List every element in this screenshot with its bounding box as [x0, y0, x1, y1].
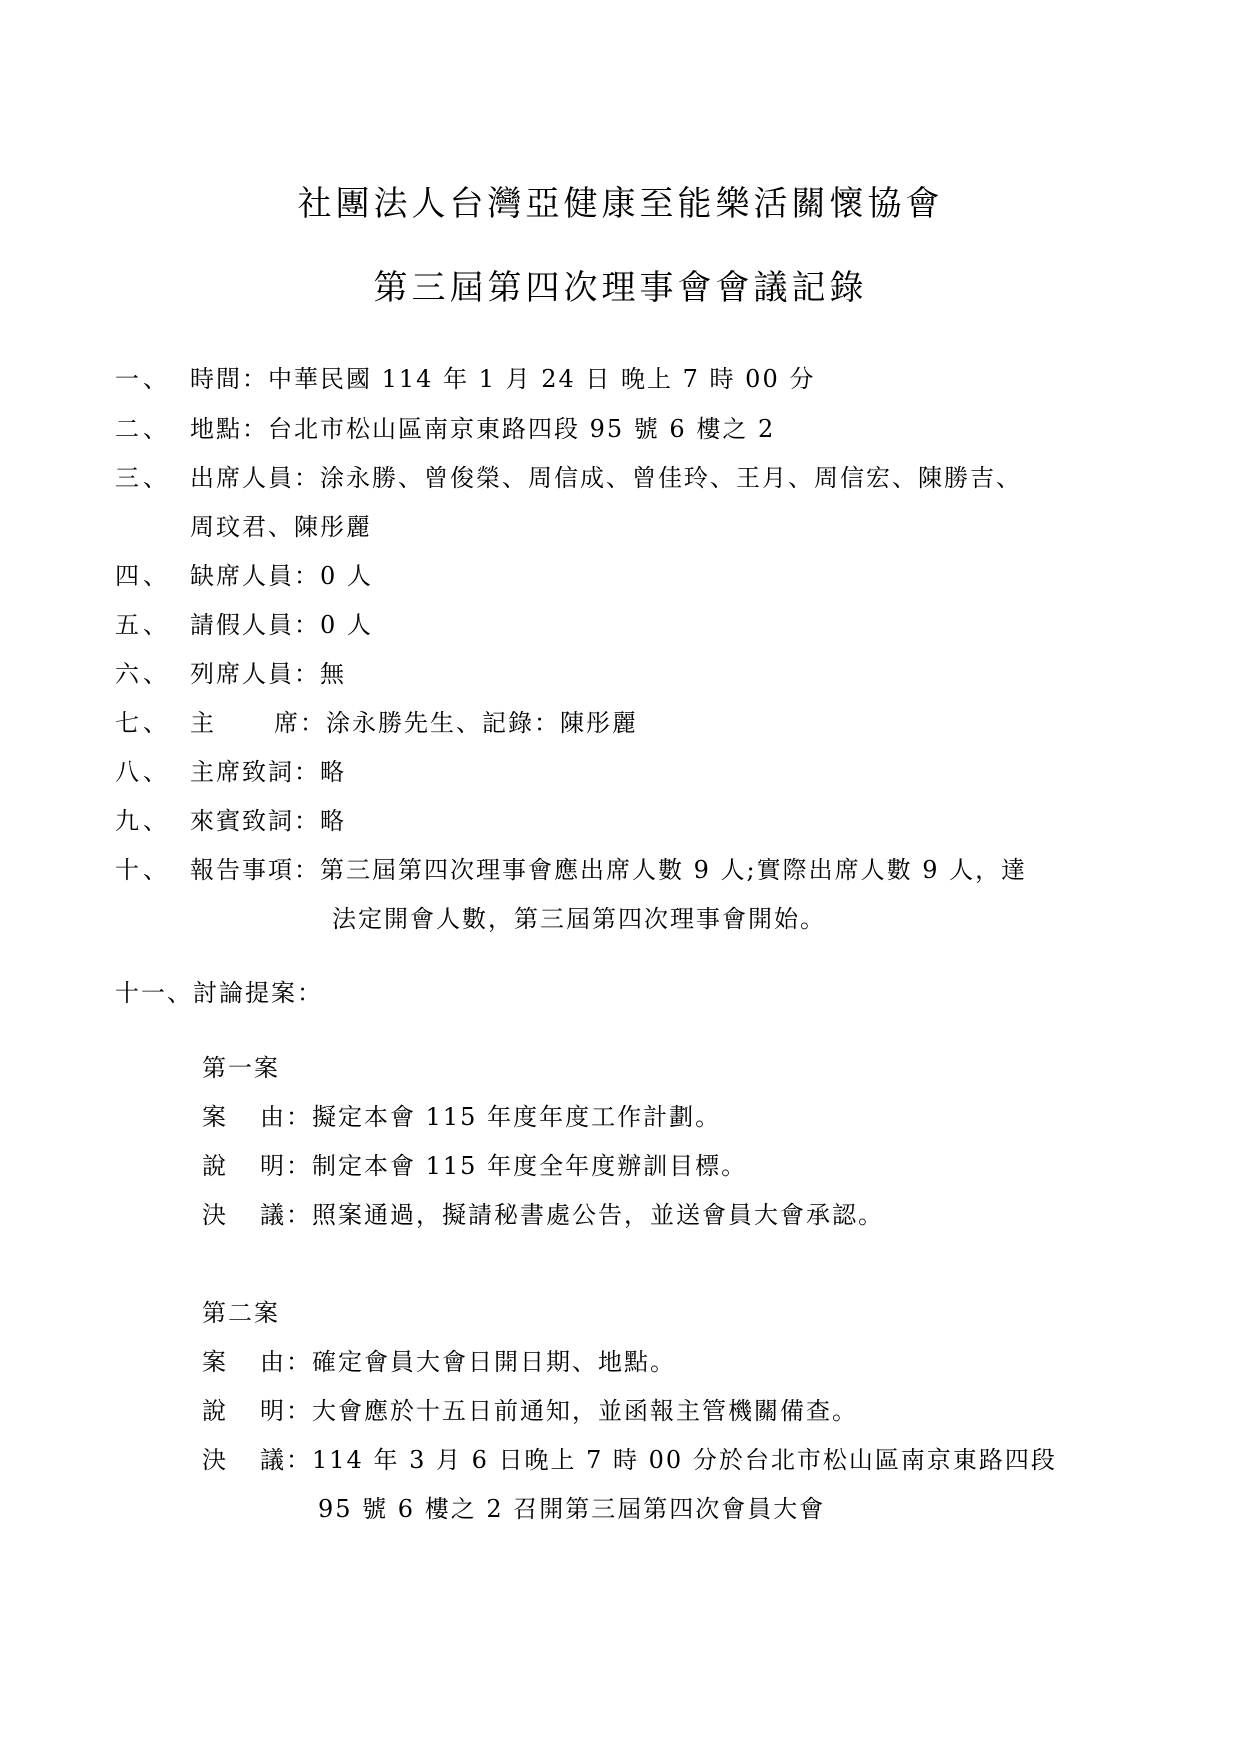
- item-number: 九、: [115, 807, 171, 835]
- reason-label-a: 案: [202, 1348, 228, 1376]
- item-value: 0 人: [320, 611, 373, 639]
- item-body: [190, 610, 373, 640]
- item-label: 主席致詞：: [190, 758, 320, 786]
- item-number: 一、: [115, 365, 171, 393]
- item-value: 第三屆第四次理事會應出席人數 9 人;實際出席人數 9 人，達: [320, 856, 1028, 884]
- item-label: 時間：: [190, 365, 268, 393]
- resolution-label-b: 議：: [260, 1446, 312, 1474]
- item-value: 台北市松山區南京東路四段 95 號 6 樓之 2: [268, 415, 776, 443]
- resolution-label-a: 決: [202, 1201, 228, 1229]
- item-body: [190, 855, 1027, 885]
- proposal-2-resolution-continued: 95 號 6 樓之 2 召開第三屆第四次會員大會: [318, 1495, 826, 1523]
- proposal-1-resolution: [202, 1200, 884, 1230]
- item-label: 報告事項：: [190, 856, 320, 884]
- item-value: 略: [320, 758, 346, 786]
- item-number: 八、: [115, 758, 171, 786]
- reason-label-a: 案: [202, 1103, 228, 1131]
- organization-title: 社團法人台灣亞健康至能樂活關懷協會: [297, 184, 944, 224]
- proposal-2-heading: 第二案: [202, 1299, 280, 1327]
- item-body: [190, 659, 346, 689]
- item-label: 地點：: [190, 415, 268, 443]
- item-body: [190, 708, 638, 738]
- item-number: 三、: [115, 464, 171, 492]
- reason-value: 確定會員大會日開日期、地點。: [312, 1348, 676, 1376]
- item-number: 七、: [115, 709, 171, 737]
- item-label: 缺席人員：: [190, 562, 320, 590]
- item-value: 0 人: [320, 562, 373, 590]
- item-label-b: 席：: [274, 709, 326, 737]
- item-number: 十一、: [115, 979, 193, 1007]
- item-number: 五、: [115, 611, 171, 639]
- explain-value: 大會應於十五日前通知，並函報主管機關備查。: [312, 1397, 858, 1425]
- proposal-1-reason: [202, 1102, 721, 1132]
- proposal-2-explanation: [202, 1396, 858, 1426]
- meeting-title: 第三屆第四次理事會會議記錄: [373, 268, 868, 308]
- explain-label-b: 明：: [260, 1152, 312, 1180]
- item-label: 請假人員：: [190, 611, 320, 639]
- reason-label-b: 由：: [260, 1348, 312, 1376]
- item-attendees-continued: 周玟君、陳彤麗: [190, 513, 372, 541]
- item-label: 來賓致詞：: [190, 807, 320, 835]
- resolution-value: 照案通過，擬請秘書處公告，並送會員大會承認。: [312, 1201, 884, 1229]
- item-number: 十、: [115, 856, 171, 884]
- reason-label-b: 由：: [260, 1103, 312, 1131]
- item-body: [190, 463, 1022, 493]
- explain-label-b: 明：: [260, 1397, 312, 1425]
- item-body: [190, 561, 373, 591]
- item-value: 無: [320, 660, 346, 688]
- proposal-2-reason: [202, 1347, 676, 1377]
- item-number: 四、: [115, 562, 171, 590]
- item-value: 中華民國 114 年 1 月 24 日 晚上 7 時 00 分: [268, 365, 816, 393]
- item-value: 涂永勝、曾俊榮、周信成、曾佳玲、王月、周信宏、陳勝吉、: [320, 464, 1022, 492]
- item-report-continued: 法定開會人數，第三屆第四次理事會開始。: [332, 905, 826, 933]
- item-label: 列席人員：: [190, 660, 320, 688]
- item-body: [190, 757, 346, 787]
- resolution-label-b: 議：: [260, 1201, 312, 1229]
- explain-label-a: 說: [202, 1397, 228, 1425]
- proposal-1-explanation: [202, 1151, 747, 1181]
- item-label-a: 主: [190, 709, 216, 737]
- explain-label-a: 說: [202, 1152, 228, 1180]
- reason-value: 擬定本會 115 年度年度工作計劃。: [312, 1103, 722, 1131]
- item-discussion: [115, 978, 323, 1008]
- item-number: 六、: [115, 660, 171, 688]
- item-label: 討論提案：: [193, 979, 323, 1007]
- item-label: 出席人員：: [190, 464, 320, 492]
- proposal-2-resolution: [202, 1445, 1057, 1475]
- item-body: [190, 364, 815, 394]
- item-number: 二、: [115, 415, 171, 443]
- resolution-value: 114 年 3 月 6 日晚上 7 時 00 分於台北市松山區南京東路四段: [312, 1446, 1057, 1474]
- item-body: [190, 806, 346, 836]
- item-value: 涂永勝先生、記錄：陳彤麗: [326, 709, 638, 737]
- item-value: 略: [320, 807, 346, 835]
- proposal-1-heading: 第一案: [202, 1054, 280, 1082]
- item-body: [190, 414, 775, 444]
- explain-value: 制定本會 115 年度全年度辦訓目標。: [312, 1152, 748, 1180]
- resolution-label-a: 決: [202, 1446, 228, 1474]
